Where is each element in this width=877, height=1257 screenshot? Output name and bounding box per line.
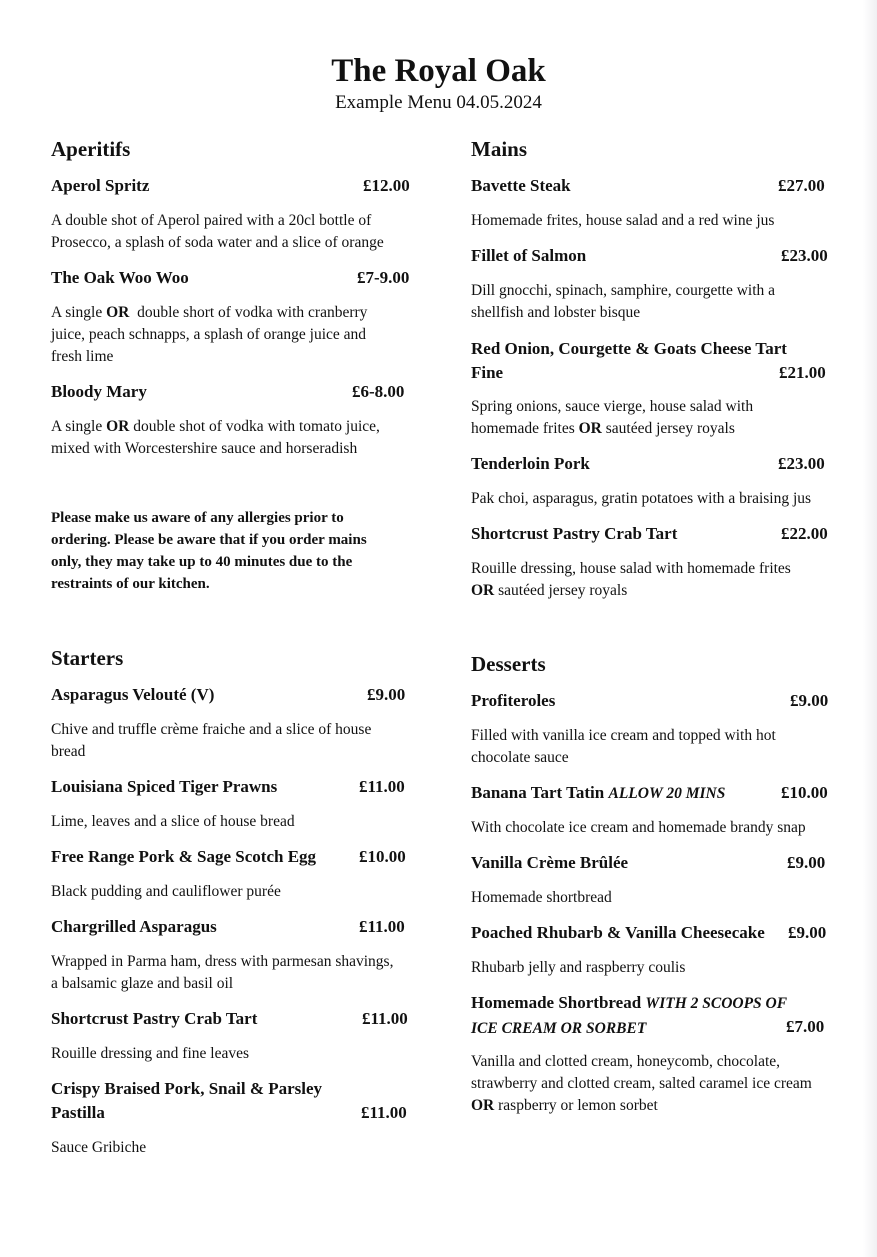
notice-line: restraints of our kitchen.	[51, 576, 210, 592]
desc-line: fresh lime	[51, 348, 114, 365]
item-price: £7-9.00	[357, 268, 410, 287]
restaurant-title: The Royal Oak	[331, 53, 546, 89]
desc-line: Sauce Gribiche	[51, 1139, 147, 1156]
section-title-mains: Mains	[471, 137, 528, 161]
item-price: £12.00	[363, 176, 410, 195]
desc-line: Prosecco, a splash of soda water and a slice of orange	[51, 234, 384, 251]
name-line	[471, 1016, 787, 1041]
item-price: £23.00	[781, 246, 828, 265]
section-title-starters: Starters	[51, 646, 124, 670]
desc-line: juice, peach schnapps, a splash of orange juice and	[51, 326, 367, 343]
name-line: Red Onion, Courgette & Goats Cheese Tart	[471, 339, 787, 358]
desc-line: Rouille dressing, house salad with homemade frites	[471, 560, 791, 577]
name-line: Fine	[471, 363, 504, 382]
item-name: Poached Rhubarb & Vanilla Cheesecake	[471, 923, 765, 942]
item-name: Shortcrust Pastry Crab Tart	[51, 1009, 258, 1028]
desc-line: Vanilla and clotted cream, honeycomb, chocolate,	[471, 1053, 781, 1070]
desc-line: Homemade shortbread	[471, 889, 612, 906]
item-description	[471, 280, 775, 324]
name-line: Pastilla	[51, 1103, 105, 1122]
desc-line: OR raspberry or lemon sorbet	[471, 1097, 658, 1114]
item-name	[471, 991, 787, 1041]
desc-line: shellfish and lobster bisque	[471, 304, 641, 321]
desc-line: Spring onions, sauce vierge, house salad with	[471, 398, 754, 415]
item-price: £6-8.00	[352, 382, 405, 401]
item-name: Shortcrust Pastry Crab Tart	[471, 524, 678, 543]
item-price: £10.00	[781, 783, 828, 802]
desc-line: strawberry and clotted cream, salted caramel ice cream	[471, 1075, 812, 1092]
item-description	[471, 558, 791, 602]
item-name: Fillet of Salmon	[471, 246, 587, 265]
item-name: Bavette Steak	[471, 176, 571, 195]
item-name: Louisiana Spiced Tiger Prawns	[51, 777, 278, 796]
menu-subtitle: Example Menu 04.05.2024	[335, 92, 542, 113]
item-name: Chargrilled Asparagus	[51, 917, 217, 936]
item-name: Vanilla Crème Brûlée	[471, 853, 629, 872]
desc-line: Filled with vanilla ice cream and topped with hot	[471, 727, 776, 744]
desc-line: chocolate sauce	[471, 749, 569, 766]
desc-line: homemade frites OR sautéed jersey royals	[471, 420, 735, 437]
item-price: £11.00	[359, 917, 405, 936]
item-price: £7.00	[786, 1017, 825, 1036]
item-description	[471, 957, 685, 979]
desc-line: Dill gnocchi, spinach, samphire, courgette with a	[471, 282, 776, 299]
desc-line: Lime, leaves and a slice of house bread	[51, 813, 295, 830]
item-description	[471, 210, 774, 232]
item-description	[471, 817, 806, 839]
desc-line: With chocolate ice cream and homemade brandy snap	[471, 819, 806, 836]
item-description	[471, 887, 612, 909]
desc-line: bread	[51, 743, 86, 760]
item-price: £9.00	[790, 691, 829, 710]
item-note: ALLOW 20 MINS	[608, 785, 726, 802]
item-name	[471, 337, 787, 385]
desc-line: A single OR double shot of vodka with tomato juice,	[51, 418, 380, 435]
desc-line: Chive and truffle crème fraiche and a slice of house	[51, 721, 372, 738]
item-price: £27.00	[778, 176, 825, 195]
desc-line: Wrapped in Parma ham, dress with parmesan shavings,	[51, 953, 394, 970]
desc-line: Black pudding and cauliflower purée	[51, 883, 281, 900]
notice-line: Please make us aware of any allergies prior to	[51, 510, 344, 526]
item-name: Asparagus Velouté (V)	[51, 685, 215, 704]
desc-line: a balsamic glaze and basil oil	[51, 975, 234, 992]
section-title-desserts: Desserts	[471, 652, 546, 676]
item-price: £23.00	[778, 454, 825, 473]
item-price: £11.00	[362, 1009, 408, 1028]
item-description	[471, 1051, 812, 1117]
desc-line: Rouille dressing and fine leaves	[51, 1045, 250, 1062]
desc-line: mixed with Worcestershire sauce and horseradish	[51, 440, 358, 457]
item-price: £22.00	[781, 524, 828, 543]
item-name: Banana Tart Tatin ALLOW 20 MINS	[471, 783, 726, 802]
desc-line: OR sautéed jersey royals	[471, 582, 628, 599]
item-price: £11.00	[359, 777, 405, 796]
name-line: Crispy Braised Pork, Snail & Parsley	[51, 1079, 323, 1098]
item-name: Bloody Mary	[51, 382, 147, 401]
item-name: Free Range Pork & Sage Scotch Egg	[51, 847, 317, 866]
name-line: Homemade Shortbread WITH 2 SCOOPS OF	[471, 993, 788, 1012]
section-title-aperitifs: Aperitifs	[51, 137, 131, 161]
item-price: £11.00	[361, 1103, 407, 1122]
desc-line: Homemade frites, house salad and a red wine jus	[471, 212, 775, 229]
item-name: The Oak Woo Woo	[51, 268, 189, 287]
desc-line: Rhubarb jelly and raspberry coulis	[471, 959, 686, 976]
desc-line: A double shot of Aperol paired with a 20cl bottle of	[51, 212, 372, 229]
item-price: £9.00	[788, 923, 827, 942]
item-price: £10.00	[359, 847, 406, 866]
item-description	[471, 725, 776, 769]
item-name: Profiteroles	[471, 691, 556, 710]
item-note: ICE CREAM OR SORBET	[471, 1020, 647, 1037]
item-description	[471, 488, 811, 510]
desc-line: A single OR double short of vodka with cranberry	[51, 304, 368, 321]
notice-line: only, they may take up to 40 minutes due to the	[51, 554, 353, 570]
item-price: £9.00	[367, 685, 406, 704]
item-price: £21.00	[779, 363, 826, 382]
desc-line: Pak choi, asparagus, gratin potatoes with a braising jus	[471, 490, 812, 507]
notice-line: ordering. Please be aware that if you order mains	[51, 532, 367, 548]
item-note: WITH 2 SCOOPS OF	[645, 995, 788, 1012]
item-description	[471, 396, 753, 440]
item-price: £9.00	[787, 853, 826, 872]
item-name: Aperol Spritz	[51, 176, 150, 195]
item-name: Tenderloin Pork	[471, 454, 590, 473]
